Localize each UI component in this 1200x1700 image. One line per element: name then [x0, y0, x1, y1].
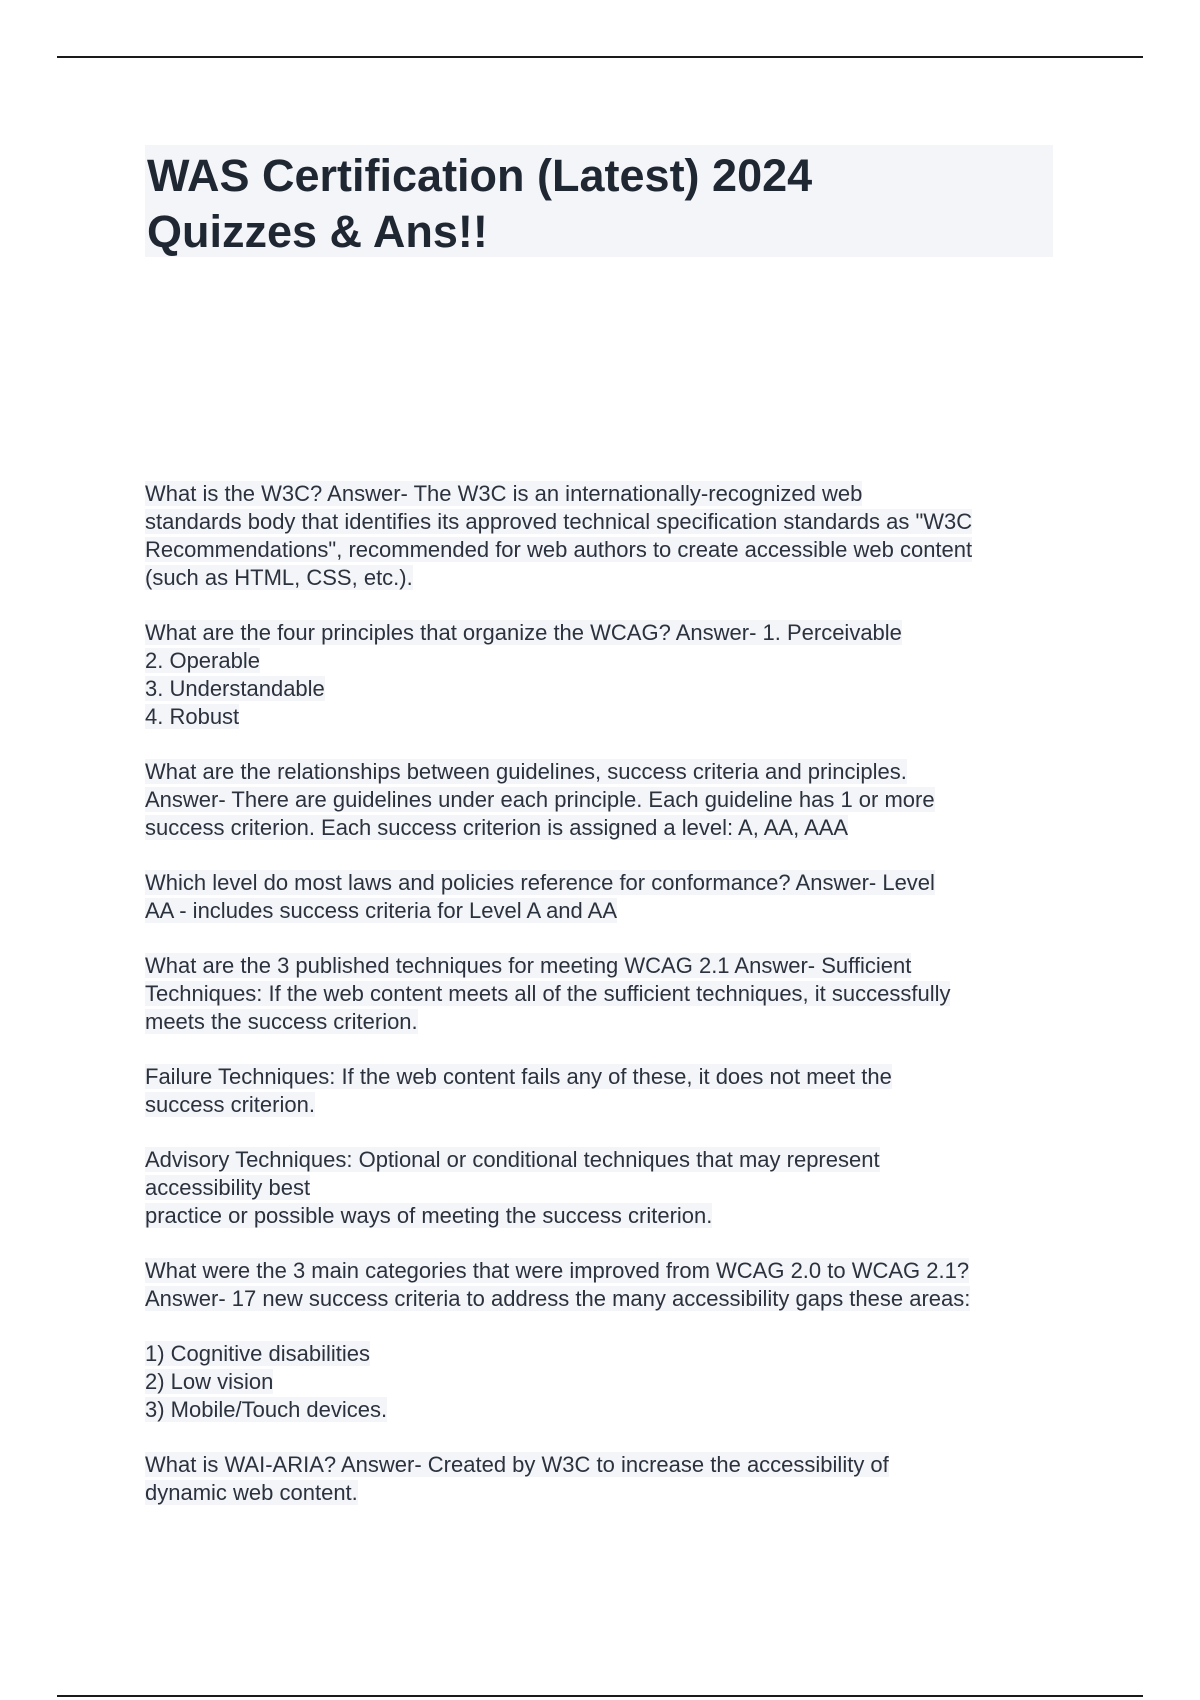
text-line: Recommendations", recommended for web authors to create accessible web content: [145, 537, 973, 562]
text-line: Failure Techniques: If the web content fails any of these, it does not meet the: [145, 1064, 892, 1089]
qa-conformance-level: [145, 869, 1075, 925]
list-item: 1) Cognitive disabilities: [145, 1341, 370, 1366]
text-line: standards body that identifies its approved technical specification standards as "W3C: [145, 509, 973, 534]
category-list: [145, 1340, 1075, 1424]
qa-four-principles: [145, 619, 1075, 731]
text-line: What were the 3 main categories that were improved from WCAG 2.0 to WCAG 2.1?: [145, 1258, 970, 1283]
text-line: What is WAI-ARIA? Answer- Created by W3C to increase the accessibility of: [145, 1452, 889, 1477]
text-line: 4. Robust: [145, 704, 240, 729]
text-line: What is the W3C? Answer- The W3C is an internationally-recognized web: [145, 481, 863, 506]
qa-wai-aria: [145, 1451, 1075, 1507]
text-line: 2. Operable: [145, 648, 260, 673]
list-item: 3) Mobile/Touch devices.: [145, 1397, 388, 1422]
bottom-rule: [57, 1695, 1143, 1697]
document-body: [145, 480, 1075, 1534]
text-line: success criterion. Each success criterion is assigned a level: A, AA, AAA: [145, 815, 849, 840]
text-line: Advisory Techniques: Optional or conditional techniques that may represent: [145, 1147, 880, 1172]
failure-techniques: [145, 1063, 1075, 1119]
qa-improved-categories: [145, 1257, 1075, 1313]
text-line: Answer- 17 new success criteria to address the many accessibility gaps these areas:: [145, 1286, 971, 1311]
text-line: What are the relationships between guidelines, success criteria and principles.: [145, 759, 907, 784]
text-line: dynamic web content.: [145, 1480, 358, 1505]
text-line: What are the 3 published techniques for meeting WCAG 2.1 Answer- Sufficient: [145, 953, 912, 978]
text-line: meets the success criterion.: [145, 1009, 418, 1034]
top-rule: [57, 56, 1143, 58]
list-item: 2) Low vision: [145, 1369, 274, 1394]
text-line: Answer- There are guidelines under each principle. Each guideline has 1 or more: [145, 787, 935, 812]
qa-relationships: [145, 758, 1075, 842]
page-title: [145, 145, 1053, 257]
title-line-2: Quizzes & Ans!!: [147, 206, 488, 257]
text-line: AA - includes success criteria for Level A and AA: [145, 898, 618, 923]
qa-published-techniques: [145, 952, 1075, 1036]
text-line: (such as HTML, CSS, etc.).: [145, 565, 413, 590]
text-line: 3. Understandable: [145, 676, 325, 701]
qa-w3c: [145, 480, 1075, 592]
text-line: Techniques: If the web content meets all of the sufficient techniques, it successfully: [145, 981, 951, 1006]
text-line: What are the four principles that organize the WCAG? Answer- 1. Perceivable: [145, 620, 902, 645]
text-line: accessibility best: [145, 1175, 311, 1200]
advisory-techniques: [145, 1146, 1075, 1230]
text-line: success criterion.: [145, 1092, 315, 1117]
title-line-1: WAS Certification (Latest) 2024: [147, 150, 813, 201]
text-line: Which level do most laws and policies reference for conformance? Answer- Level: [145, 870, 935, 895]
text-line: practice or possible ways of meeting the success criterion.: [145, 1203, 713, 1228]
